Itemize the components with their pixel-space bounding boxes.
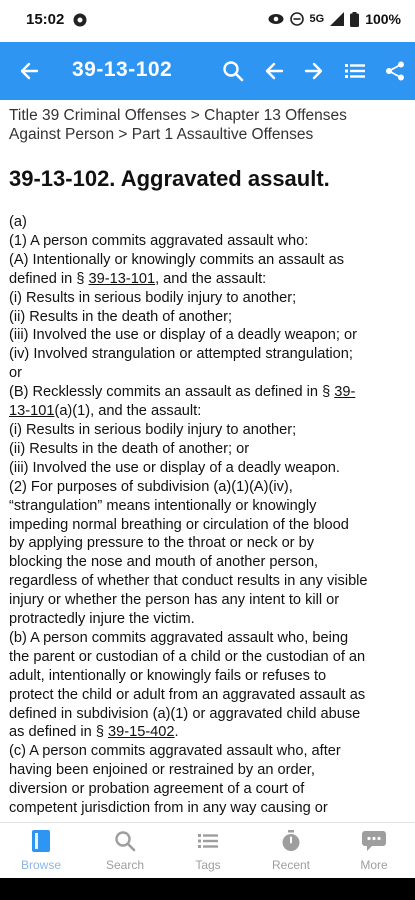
text-line: by applying pressure to the throat or neck or by: [9, 535, 315, 552]
nav-browse[interactable]: [6, 829, 76, 872]
text-line: (i) Results in serious bodily injury to another;: [9, 289, 297, 306]
previous-section-button[interactable]: [259, 56, 289, 86]
dnd-icon: [290, 12, 304, 26]
section-link-39-13-101-part2[interactable]: 13-101: [9, 403, 55, 420]
back-arrow-icon: [19, 61, 39, 81]
text-line: (b) A person commits aggravated assault who, being: [9, 629, 349, 646]
nav-recent-label: Recent: [271, 858, 311, 872]
text-line: (iii) Involved the use or display of a deadly weapon; or: [9, 327, 358, 344]
back-button[interactable]: [14, 56, 44, 86]
text-line: the parent or custodian of a child or the custodian of an: [9, 648, 366, 665]
text-line: [9, 270, 409, 289]
text-fragment: , and the assault:: [155, 270, 267, 287]
nav-tags[interactable]: [173, 829, 243, 872]
nav-recent[interactable]: [256, 829, 326, 872]
text-line: (ii) Results in the death of another; or: [9, 440, 250, 457]
notification-icon: [72, 12, 88, 28]
breadcrumb: Title 39 Criminal Offenses > Chapter 13 Offenses Against Person > Part 1 Assaultive Offenses: [9, 107, 347, 143]
text-line: (iii) Involved the use or display of a deadly weapon.: [9, 459, 340, 476]
text-line: [9, 723, 409, 742]
text-line: competent jurisdiction from in any way causing or: [9, 800, 328, 817]
text-line: regardless of whether that conduct results in any visible: [9, 573, 368, 590]
share-button[interactable]: [380, 56, 410, 86]
search-button[interactable]: [218, 56, 248, 86]
search-icon: [114, 830, 136, 852]
nav-search[interactable]: [90, 829, 160, 872]
system-navigation-bar: [0, 878, 415, 900]
text-line: adult, intentionally or knowingly fails or refuses to: [9, 667, 327, 684]
text-fragment: .: [174, 724, 179, 741]
section-link-39-13-101-part1[interactable]: 39-: [334, 384, 356, 401]
next-section-button[interactable]: [299, 56, 329, 86]
nav-search-label: Search: [105, 858, 145, 872]
text-line: [9, 383, 409, 402]
share-icon: [385, 61, 405, 81]
network-label: 5G: [309, 13, 325, 25]
status-right: [268, 11, 402, 27]
statute-text: [9, 213, 409, 818]
text-line: protractedly injure the victim.: [9, 611, 195, 628]
text-line: “strangulation” means intentionally or knowingly: [9, 497, 317, 514]
text-line: (c) A person commits aggravated assault who, after: [9, 743, 341, 760]
list-icon: [345, 63, 365, 79]
text-line: (2) For purposes of subdivision (a)(1)(A)(iv),: [9, 478, 293, 495]
section-heading: 39-13-102. Aggravated assault.: [9, 166, 330, 191]
status-bar: [0, 0, 415, 42]
section-link-39-13-101[interactable]: 39-13-101: [88, 270, 156, 287]
more-chat-icon: [362, 831, 386, 851]
text-line: having been enjoined or restrained by an order,: [9, 762, 315, 779]
list-icon: [198, 833, 218, 849]
text-line: protect the child or adult from an aggravated assault as: [9, 686, 366, 703]
arrow-left-icon: [264, 61, 284, 81]
statute-content[interactable]: [0, 100, 415, 822]
text-fragment: (a)(1), and the assault:: [54, 403, 202, 420]
text-line: [9, 402, 409, 421]
status-time: 15:02: [26, 11, 65, 28]
text-line: impeding normal breathing or circulation of the blood: [9, 516, 349, 533]
nav-tags-label: Tags: [195, 858, 221, 872]
page-title: 39-13-102: [72, 58, 173, 81]
text-line: (1) A person commits aggravated assault who:: [9, 232, 309, 249]
battery-icon: [350, 12, 359, 27]
text-line: (i) Results in serious bodily injury to another;: [9, 421, 297, 438]
signal-icon: [330, 12, 344, 26]
text-line: injury or whether the person has any intent to kill or: [9, 592, 340, 609]
text-line: (a): [9, 214, 27, 230]
eye-icon: [268, 13, 284, 25]
text-fragment: defined in §: [9, 270, 89, 287]
app-bar: [0, 42, 415, 100]
stopwatch-icon: [281, 830, 301, 852]
nav-more-label: More: [360, 858, 388, 872]
book-icon: [32, 830, 50, 852]
text-line: or: [9, 365, 22, 382]
list-view-button[interactable]: [340, 56, 370, 86]
search-icon: [222, 60, 244, 82]
text-fragment: (B) Recklessly commits an assault as defined in §: [9, 384, 335, 401]
bottom-navigation: [0, 822, 415, 879]
text-line: defined in subdivision (a)(1) or aggravated child abuse: [9, 705, 361, 722]
text-line: (ii) Results in the death of another;: [9, 308, 233, 325]
text-line: (iv) Involved strangulation or attempted strangulation;: [9, 346, 353, 363]
nav-browse-label: Browse: [20, 858, 61, 872]
battery-percent: 100%: [365, 11, 401, 27]
section-link-39-15-402[interactable]: 39-15-402: [108, 724, 175, 741]
text-fragment: as defined in §: [9, 724, 108, 741]
text-line: diversion or probation agreement of a court of: [9, 781, 305, 798]
nav-more[interactable]: [339, 829, 409, 872]
text-line: (A) Intentionally or knowingly commits an assault as: [9, 251, 344, 268]
text-line: blocking the nose and mouth of another person,: [9, 554, 319, 571]
arrow-right-icon: [304, 61, 324, 81]
